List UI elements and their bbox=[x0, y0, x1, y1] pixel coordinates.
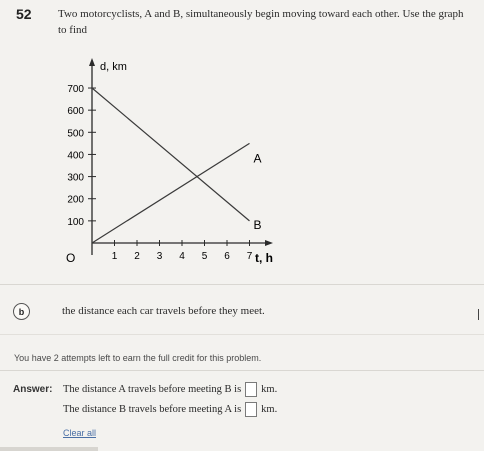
answer-b-prefix: The distance B travels before meeting A is bbox=[63, 403, 242, 415]
x-axis-arrow bbox=[265, 240, 273, 246]
divider bbox=[0, 284, 484, 285]
y-tick-label: 300 bbox=[67, 172, 84, 184]
x-tick-label: 5 bbox=[201, 251, 208, 262]
y-tick-label: 100 bbox=[67, 216, 84, 228]
x-tick-label: 3 bbox=[156, 251, 163, 262]
x-axis-label: t, h bbox=[255, 251, 273, 265]
x-tick-label: 1 bbox=[111, 251, 118, 262]
y-tick-label: 200 bbox=[67, 194, 84, 206]
attempts-remaining-text: You have 2 attempts left to earn the full credit for this problem. bbox=[14, 353, 262, 363]
divider bbox=[0, 334, 484, 335]
y-tick-label: 500 bbox=[67, 128, 84, 140]
part-letter-badge: b bbox=[13, 303, 30, 320]
answer-b-unit: km. bbox=[261, 403, 278, 415]
answer-line-a bbox=[63, 382, 277, 397]
series-label-b: B bbox=[253, 217, 262, 232]
answer-label: Answer: bbox=[13, 384, 53, 395]
answer-b-input[interactable] bbox=[245, 402, 257, 417]
answer-line-b bbox=[63, 402, 277, 417]
x-tick-label: 6 bbox=[224, 251, 230, 262]
x-tick-label: 2 bbox=[134, 251, 140, 262]
x-tick-label: 4 bbox=[179, 251, 185, 262]
bottom-bar bbox=[0, 447, 98, 451]
y-tick-label: 600 bbox=[67, 106, 84, 118]
divider bbox=[0, 370, 484, 371]
series-line-b bbox=[92, 88, 250, 221]
y-tick-label: 400 bbox=[67, 150, 84, 162]
answer-a-prefix: The distance A travels before meeting B is bbox=[63, 383, 242, 395]
series-line-a bbox=[92, 143, 250, 243]
y-axis-arrow bbox=[89, 58, 95, 66]
answer-a-unit: km. bbox=[261, 383, 278, 395]
y-axis-label: d, km bbox=[100, 61, 127, 73]
cropped-edge-element bbox=[478, 309, 484, 320]
y-tick-label: 700 bbox=[67, 84, 84, 96]
series-label-a: A bbox=[253, 151, 262, 166]
part-question-text: the distance each car travels before they meet. bbox=[62, 305, 265, 317]
x-tick-label: 7 bbox=[246, 251, 253, 262]
distance-time-graph bbox=[40, 55, 300, 270]
question-number: 52 bbox=[16, 6, 32, 22]
question-prompt: Two motorcyclists, A and B, simultaneously begin moving toward each other. Use the graph to find bbox=[58, 8, 464, 36]
answer-a-input[interactable] bbox=[245, 382, 257, 397]
origin-label: O bbox=[66, 251, 76, 265]
clear-all-link[interactable]: Clear all bbox=[63, 428, 97, 438]
